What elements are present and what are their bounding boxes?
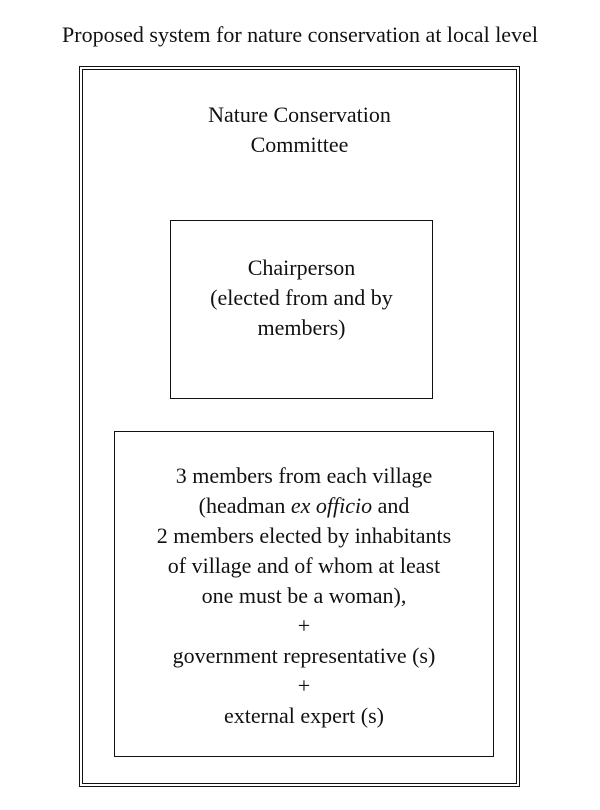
- members-box: [114, 431, 494, 757]
- committee-label-line-1: Nature Conservation: [208, 102, 391, 127]
- chairperson-note-line-2: members): [257, 315, 346, 340]
- members-line-2-italic: ex officio: [290, 493, 373, 518]
- members-line-5: one must be a woman),: [201, 583, 407, 608]
- members-line-1: 3 members from each village: [175, 463, 433, 488]
- chairperson-title: Chairperson: [247, 255, 356, 280]
- members-line-3: 2 members elected by inhabitants: [156, 523, 452, 548]
- committee-label-line-2: Committee: [250, 132, 349, 157]
- members-line-4: of village and of whom at least: [167, 553, 441, 578]
- members-line-2-prefix: (headman: [198, 493, 291, 518]
- members-line-2: [115, 491, 493, 521]
- plus-sign-1: +: [297, 613, 311, 638]
- members-line-6: government representative (s): [172, 643, 436, 668]
- chairperson-note-line-1: (elected from and by: [210, 285, 393, 310]
- plus-sign-2: +: [297, 673, 311, 698]
- members-line-7: external expert (s): [223, 703, 385, 728]
- chairperson-box: [170, 220, 433, 399]
- committee-label: [83, 100, 516, 160]
- members-line-2-suffix: and: [372, 493, 410, 518]
- diagram-title: Proposed system for nature conservation at local level: [62, 22, 538, 47]
- nature-conservation-committee-box: [79, 66, 520, 787]
